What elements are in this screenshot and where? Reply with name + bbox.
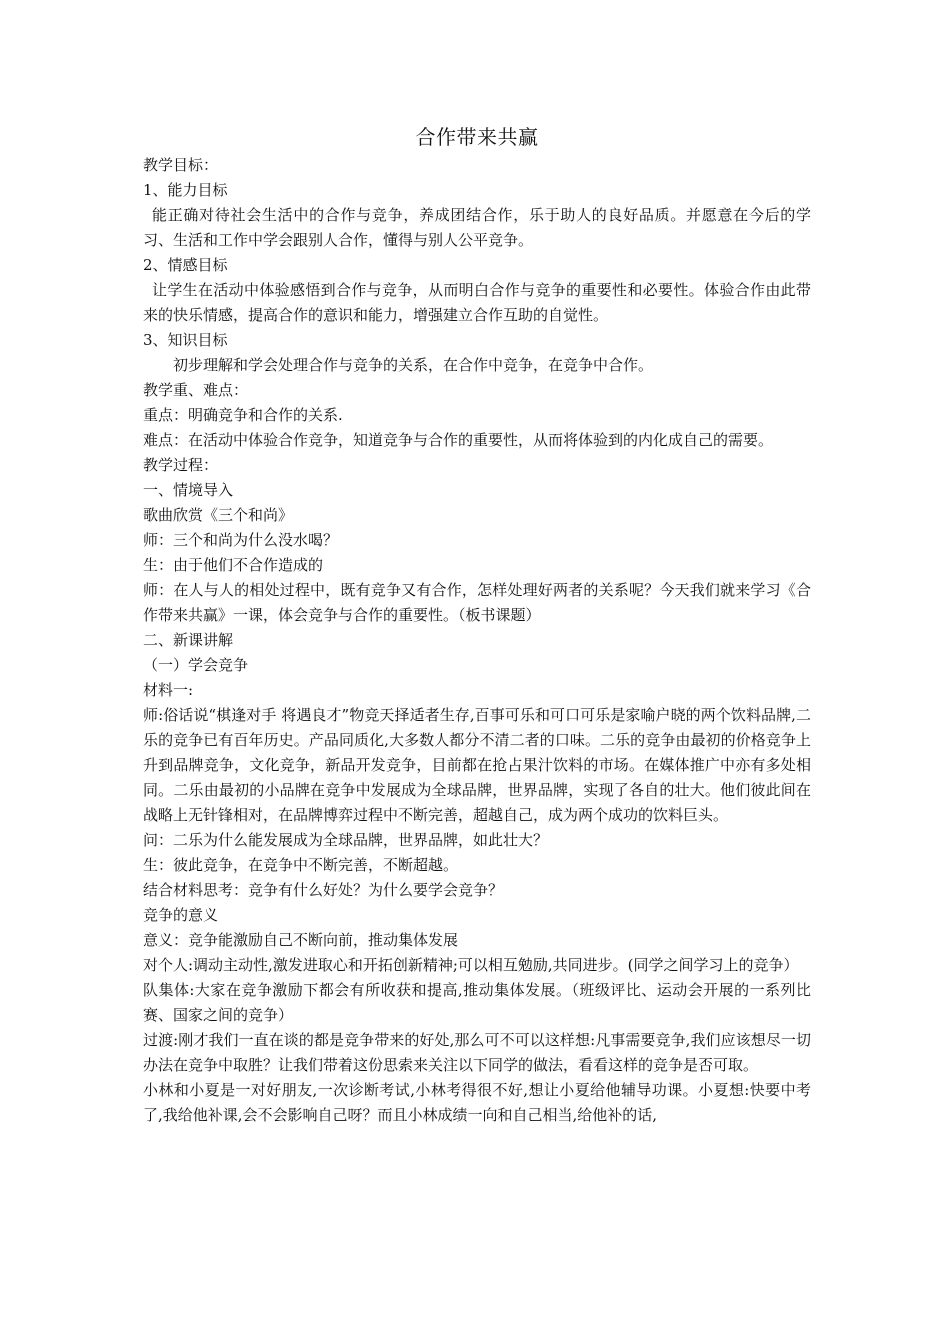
paragraph: 生：由于他们不合作造成的 xyxy=(143,556,324,574)
paragraph: 过渡:刚才我们一直在谈的都是竞争带来的好处,那么可不可以这样想:凡事需要竞争,我们应该想尽一切办法在竞争中取胜？让我们带着这份思索来关注以下同学的做法，看看这样的竞争是否可取。 xyxy=(143,1031,811,1074)
paragraph: 结合材料思考：竞争有什么好处？为什么要学会竞争？ xyxy=(143,881,504,899)
paragraph: 师:俗话说“棋逢对手 将遇良才”物竞天择适者生存,百事可乐和可口可乐是家喻户晓的两个饮料品牌,二乐的竞争已有百年历史。产品同质化,大多数人都分不清二者的口味。二乐的竞争由最初的价格竞争上升到品牌竞争，文化竞争，新品开发竞争，目前都在抢占果汁饮料的市场。在媒体推广中亦有多处相同。二乐由最初的小品牌在竞争中发展成为全球品牌，世界品牌，实现了各自的壮大。他们彼此间在战略上无针锋相对，在品牌博弈过程中不断完善，超越自己，成为两个成功的饮料巨头。 xyxy=(143,706,811,824)
paragraph: 一、情境导入 xyxy=(143,481,234,499)
paragraph: 队集体:大家在竞争激励下都会有所收获和提高,推动集体发展。（班级评比、运动会开展的一系列比赛、国家之间的竞争） xyxy=(143,981,811,1024)
paragraph: 生：彼此竞争，在竞争中不断完善，不断超越。 xyxy=(143,856,459,874)
paragraph: 师：在人与人的相处过程中，既有竞争又有合作，怎样处理好两者的关系呢？今天我们就来学习《合作带来共赢》一课，体会竞争与合作的重要性。（板书课题） xyxy=(143,581,811,624)
paragraph: 3、知识目标 xyxy=(143,331,228,349)
paragraph: 歌曲欣赏《三个和尚》 xyxy=(143,506,294,524)
paragraph: 教学目标： xyxy=(143,156,219,174)
paragraph: 材料一: xyxy=(143,681,194,699)
paragraph: 竞争的意义 xyxy=(143,906,219,924)
paragraph: 二、新课讲解 xyxy=(143,631,234,649)
paragraph: 问：二乐为什么能发展成为全球品牌，世界品牌，如此壮大？ xyxy=(143,831,549,849)
paragraph: 师：三个和尚为什么没水喝？ xyxy=(143,531,339,549)
paragraph: 对个人:调动主动性,激发进取心和开拓创新精神;可以相互勉励,共同进步。(同学之间学习上的竞争） xyxy=(143,956,799,974)
document-title: 合作带来共赢 xyxy=(415,125,539,149)
paragraph: 意义：竞争能激励自己不断向前，推动集体发展 xyxy=(143,931,459,949)
paragraph: 小林和小夏是一对好朋友,一次诊断考试,小林考得很不好,想让小夏给他辅导功课。小夏想:快要中考了,我给他补课,会不会影响自己呀？而且小林成绩一向和自己相当,给他补的话, xyxy=(143,1081,811,1124)
paragraph: 教学重、难点： xyxy=(143,381,249,399)
paragraph: 难点：在活动中体验合作竞争，知道竞争与合作的重要性，从而将体验到的内化成自己的需要。 xyxy=(143,431,774,449)
document-body xyxy=(143,122,811,1128)
paragraph: （一）学会竞争 xyxy=(143,656,249,674)
paragraph: 初步理解和学会处理合作与竞争的关系，在合作中竞争，在竞争中合作。 xyxy=(173,356,654,374)
paragraph: 重点：明确竞争和合作的关系. xyxy=(143,406,343,424)
paragraph: 1、能力目标 xyxy=(143,181,228,199)
paragraph: 让学生在活动中体验感悟到合作与竞争，从而明白合作与竞争的重要性和必要性。体验合作由此带来的快乐情感，提高合作的意识和能力，增强建立合作互助的自觉性。 xyxy=(143,281,811,324)
paragraph-list xyxy=(143,153,811,1128)
paragraph: 能正确对待社会生活中的合作与竞争，养成团结合作，乐于助人的良好品质。并愿意在今后的学习、生活和工作中学会跟别人合作，懂得与别人公平竞争。 xyxy=(143,206,811,249)
paragraph: 2、情感目标 xyxy=(143,256,228,274)
paragraph: 教学过程： xyxy=(143,456,219,474)
